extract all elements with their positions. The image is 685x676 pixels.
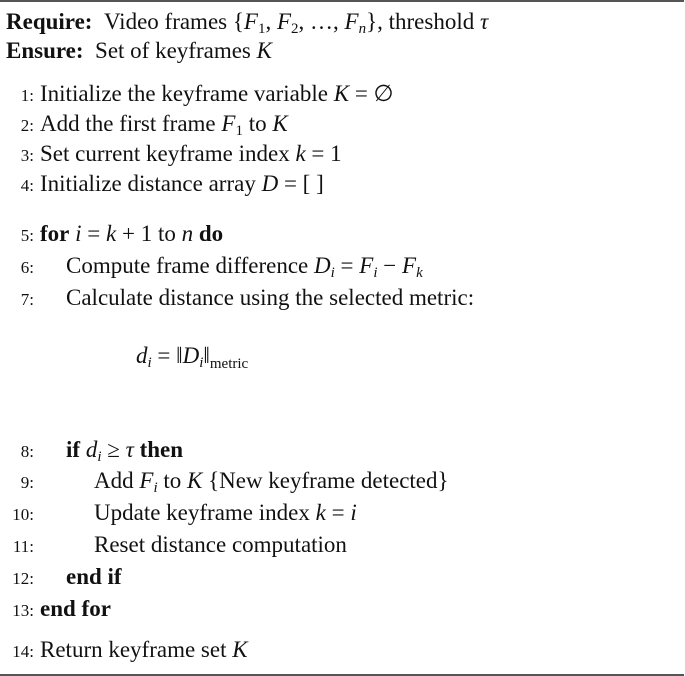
algo-line-2: 2: Add the first frame $F_1$ to K <box>0 110 288 140</box>
line-number: 6: <box>20 258 34 277</box>
line-number: 7: <box>20 290 34 309</box>
line-number: 10: <box>12 505 34 524</box>
algo-line-3: 3: Set current keyframe index k = 1 <box>0 140 342 170</box>
algo-line-9: 9: Add $F_i$ to K {New keyframe detected} <box>0 467 449 497</box>
line-number: 12: <box>12 569 34 588</box>
line-number: 8: <box>20 442 34 461</box>
line-number: 4: <box>20 176 34 195</box>
line-number: 5: <box>20 226 34 245</box>
require-line <box>6 8 488 36</box>
require-text: Video frames {$F_1$, $F_2$, …, $F_n$}, threshold τ <box>98 9 489 37</box>
line-number: 3: <box>20 146 34 165</box>
line-number: 1: <box>20 86 34 105</box>
algo-line-8: 8: if $d_i \ge \tau$ then <box>0 436 183 466</box>
ensure-label: Ensure: <box>6 38 84 63</box>
line-number: 13: <box>12 601 34 620</box>
require-label: Require: <box>6 9 93 34</box>
distance-formula: $d_i$ = $‖D_i‖_{metric}$ <box>136 343 249 372</box>
line-number: 2: <box>20 116 34 135</box>
algo-line-4: 4: Initialize distance array D = [ ] <box>0 170 324 200</box>
algo-line-1: 1: Initialize the keyframe variable K = ∅ <box>0 80 394 110</box>
top-rule <box>0 0 684 2</box>
line-number: 14: <box>12 642 34 661</box>
algo-line-10: 10: Update keyframe index k = i <box>0 499 357 529</box>
line-number: 9: <box>20 473 34 492</box>
algo-line-6: 6: Compute frame difference $D_i = F_i - F_k$ <box>0 252 423 282</box>
algo-line-13: 13: end for <box>0 595 111 625</box>
ensure-text: Set of keyframes K <box>89 38 272 63</box>
algo-line-5: 5: for i = k + 1 to n do <box>0 220 223 250</box>
algo-line-7: 7: Calculate distance using the selected metric: <box>0 284 474 314</box>
line-number: 11: <box>12 537 34 556</box>
algo-line-12: 12: end if <box>0 563 122 593</box>
ensure-line <box>6 37 272 65</box>
algo-line-14: 14: Return keyframe set K <box>0 636 248 666</box>
algo-line-11: 11: Reset distance computation <box>0 531 347 561</box>
